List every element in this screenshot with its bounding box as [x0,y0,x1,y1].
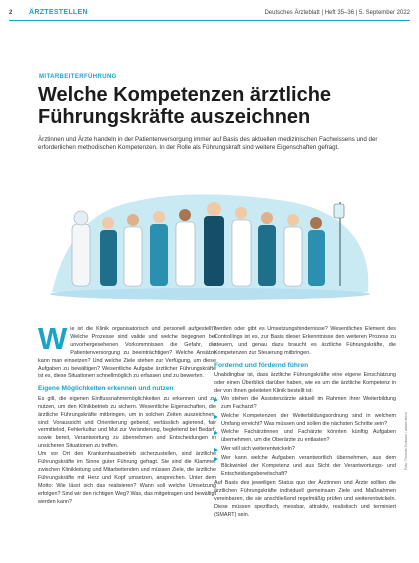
paragraph: werden oder gibt es Umsetzungshindernisse? Wesentliches Element des Controllings ist es, zur Basis dieser Erkenntnisse den weiteren Prozess zu steuern, und genau dazu braucht es ärztliche Führungskräfte, die Kompetenzen zur Steuerung mitbringen. [214,326,396,356]
page-header [9,8,410,20]
paragraph: ie ist die Klinik organisatorisch und personell aufgestellt? Welche Prozesse sind valide und welche begegnen bei unvorhergesehenen Vorkommnissen die Gefahr, die Patientenversorgung zu beeinträchtigen? Welche Ansätze kann man einsetzen? Und welche Ziele stehen zur Verfügung, um diese Aufgaben zu bewältigen? Wesentliche Aufgabe ärztlicher Führungskräfte ist es, diese Situationen schnellmöglich zu erfassen und zu bewerten. [38,326,216,380]
paragraph: Auf Basis des jeweiligen Status quo der Ärztinnen und Ärzte sollten die ärztlichen Führungskräfte individuell gemeinsam Ziele und Maßnahmen vereinbaren, die sie anschließend regelmäßig prüfen und weiterentwickeln. Diese müssen spezifisch, messbar, attraktiv, realistisch und terminiert (SMART) sein. [214,479,396,518]
header-rule [9,20,410,21]
paragraph: Es gilt, die eigenen Einflussnahmemöglichkeiten zu erkennen und zu nutzen, um den Klinikbetrieb zu sichern. Wesentliche Eigenschaften, die ärztliche Führungskräfte mitbringen, um in solchen Zeiten auszeichnen, sind: Voraussicht und Orientierung gebend, verlässlich agierend, fair vermittelnd, Fehlerkultur und Mut zur Veränderung, begleitend bei Bedarf, sowie bereit, Verantwortung zu übernehmen und Entscheidungen in unsicheren Situationen zu treffen. [38,395,216,450]
issue-info: Deutsches Ärzteblatt | Heft 35–36 | 5. September 2022 [264,10,410,16]
bullet-item: Wer kann welche Aufgaben verantwortlich übernehmen, aus dem Blickwinkel der Kompetenz und aus Sicht der Verantwortungs- und Entscheidungsbereitschaft? [214,455,396,479]
paragraph: Unabdingbar ist, dass ärztliche Führungskräfte eine eigene Einschätzung oder einen Überblick darüber haben, wie es um die ärztliche Kompetenz in der von ihnen geleiteten Klinik bestellt ist: [214,372,396,394]
article-lead: Ärztinnen und Ärzte handeln in der Patientenversorgung immer auf Basis des aktuellen medizinischen Fachwissens und der erforderlichen methodischen Kompetenzen. In der Rolle als Führungskraft sind weitere Eigenschaften gefragt. [38,136,378,152]
page-number: 2 [9,10,13,16]
text-column-right [214,326,396,519]
bullet-item: Wer will sich weiterentwickeln? [214,446,396,454]
paragraph: Um vor Ort den Krankenhausbetrieb sicherzustellen, sind ärztliche Führungskräfte im Sinne guter Führung gefragt. Sie sind die Klammer zwischen Klinikleitung und Mitarbeitenden und müssen Ziele, die ärztliche Führungskräfte mit Herz und Kopf umsetzen, ansprechen. Unter dem Motto: Wie lässt sich das realisieren? Wann soll welche Umsetzung erfolgen? Sind wir den richtigen Weg? Was, das mitgetragen und bewältigt werden kann? [38,451,216,505]
article-title: Welche Kompetenzen ärztliche Führungskräfte auszeichnen [38,84,332,128]
publication-logo: ÄRZTESTELLEN [29,9,88,16]
photo-credit: Foto: Thomas Schwarz / adobe.stock [404,412,408,470]
section-heading: Fordernd und fördernd führen [214,361,309,369]
text-column-left [38,321,216,507]
medical-team-illustration [42,172,378,304]
drop-cap: W [38,321,68,356]
bullet-item: Welche Fachärztinnen und Fachärzte könnten künftig Aufgaben übernehmen, um die Oberärzte zu entlasten? [214,429,396,445]
article-kicker: MITARBEITERFÜHRUNG [39,74,117,80]
figure-hazmat [72,211,90,286]
bullet-item: Welche Kompetenzen der Weiterbildungsordnung sind in welchem Umfang erreicht? Was müssen und sollen die nächsten Schritte sein? [214,413,396,429]
bullet-item: Wo stehen die Assistenzärzte aktuell im Rahmen ihrer Weiterbildung zum Facharzt? [214,396,396,412]
section-heading: Eigene Möglichkeiten erkennen und nutzen [38,385,174,393]
